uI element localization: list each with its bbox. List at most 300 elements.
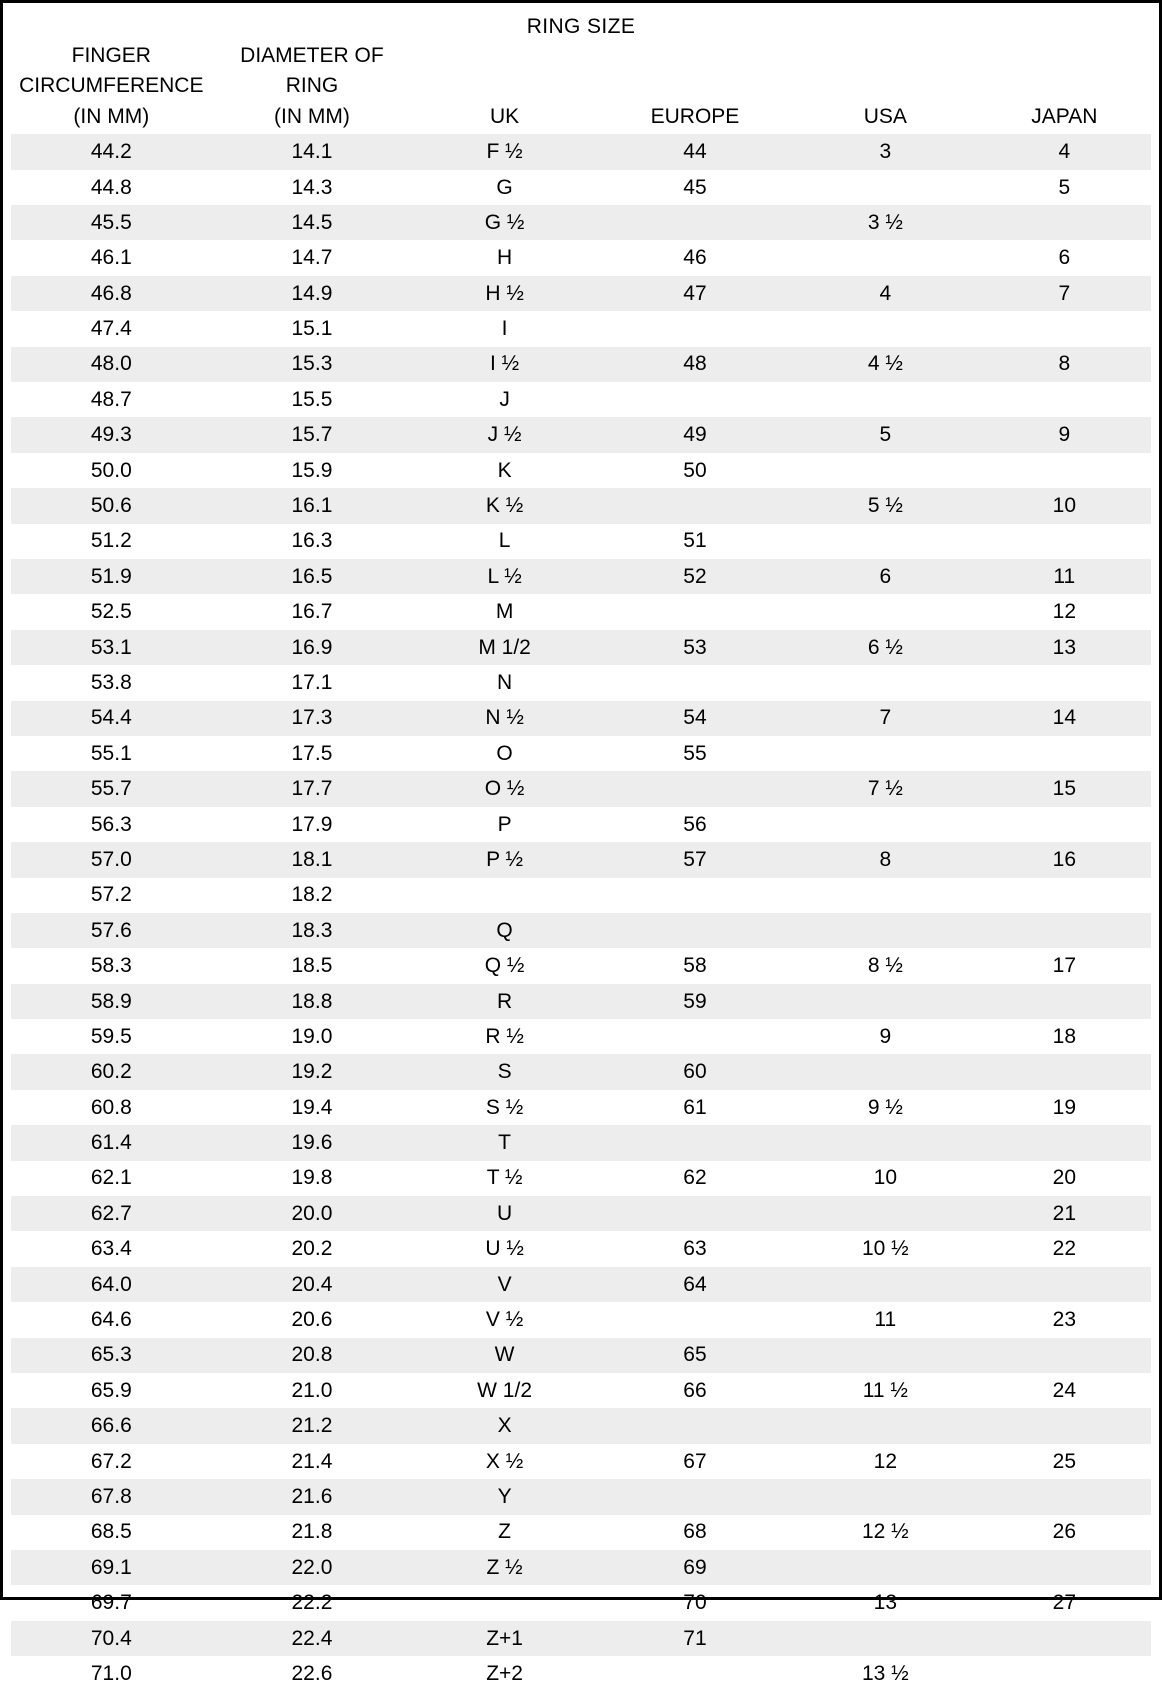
- cell-diameter-of-ring: 16.7: [291, 600, 333, 624]
- cell-diameter-of-ring: 14.1: [212, 134, 413, 169]
- cell-japan: [978, 453, 1151, 488]
- table-row: [11, 984, 1151, 1019]
- cell-usa: [793, 1479, 978, 1514]
- table-row: [11, 1267, 1151, 1302]
- cell-usa: 6 ½: [793, 630, 978, 665]
- cell-diameter-of-ring: 18.3: [212, 913, 413, 948]
- cell-uk: H: [497, 246, 513, 270]
- cell-diameter-of-ring: 19.8: [291, 1166, 333, 1190]
- table-row: [11, 382, 1151, 417]
- cell-uk: W 1/2: [477, 1378, 533, 1402]
- table-row: [11, 842, 1151, 877]
- cell-uk: O: [496, 741, 513, 765]
- cell-japan: [978, 807, 1151, 842]
- cell-japan: [978, 1338, 1151, 1373]
- cell-diameter-of-ring: 21.0: [291, 1378, 333, 1402]
- table-row: [11, 1338, 1151, 1373]
- cell-europe: [597, 488, 793, 523]
- cell-finger-circumference: 62.1: [90, 1166, 132, 1190]
- cell-diameter-of-ring: 18.2: [291, 883, 333, 907]
- cell-uk: R: [412, 984, 597, 1019]
- cell-diameter-of-ring: 20.2: [291, 1237, 333, 1261]
- cell-diameter-of-ring: 15.3: [212, 347, 413, 382]
- cell-japan: 6: [1058, 246, 1071, 270]
- cell-usa: 8: [793, 842, 978, 877]
- cell-europe: 47: [597, 276, 793, 311]
- cell-usa: [793, 453, 978, 488]
- cell-finger-circumference: 50.0: [90, 458, 132, 482]
- cell-diameter-of-ring: 14.3: [291, 175, 333, 199]
- cell-europe: 57: [597, 842, 793, 877]
- cell-uk: I: [501, 317, 508, 341]
- cell-usa: 11: [874, 1308, 897, 1332]
- cell-usa: 5: [793, 417, 978, 452]
- table-row: [11, 240, 1151, 275]
- cell-usa: 9 ½: [867, 1095, 903, 1119]
- cell-diameter-of-ring: 15.5: [291, 387, 333, 411]
- cell-diameter-of-ring: 14.9: [212, 276, 413, 311]
- table-row: [11, 276, 1151, 311]
- cell-japan: 20: [1052, 1166, 1077, 1190]
- cell-europe: 49: [597, 417, 793, 452]
- cell-usa: [793, 1125, 978, 1160]
- cell-japan: [978, 311, 1151, 346]
- table-row: [11, 771, 1151, 806]
- cell-europe: [597, 1196, 793, 1231]
- cell-europe: 44: [597, 134, 793, 169]
- cell-usa: 11 ½: [862, 1378, 908, 1402]
- cell-usa: [793, 1267, 978, 1302]
- cell-diameter-of-ring: 18.8: [212, 984, 413, 1019]
- table-row: [11, 1373, 1151, 1408]
- table-row: [11, 1054, 1151, 1089]
- cell-finger-circumference: 71.0: [90, 1661, 132, 1685]
- table-row: [11, 134, 1151, 169]
- cell-japan: 25: [1052, 1449, 1077, 1473]
- cell-finger-circumference: 65.3: [11, 1338, 212, 1373]
- cell-diameter-of-ring: 22.2: [291, 1591, 333, 1615]
- cell-usa: 5 ½: [793, 488, 978, 523]
- cell-usa: [793, 807, 978, 842]
- cell-diameter-of-ring: 17.1: [291, 671, 333, 694]
- cell-usa: [793, 1054, 978, 1089]
- cell-uk: R ½: [485, 1024, 524, 1048]
- table-row: [11, 594, 1151, 629]
- header-line: (IN MM): [73, 104, 150, 128]
- cell-finger-circumference: 59.5: [90, 1024, 132, 1048]
- cell-finger-circumference: 62.7: [11, 1196, 212, 1231]
- cell-japan: 11: [978, 559, 1151, 594]
- cell-uk: T ½: [486, 1166, 523, 1190]
- cell-japan: 24: [1052, 1378, 1077, 1402]
- table-row: [11, 701, 1151, 736]
- cell-uk: U ½: [485, 1237, 524, 1261]
- cell-japan: [978, 878, 1151, 913]
- table-row: [11, 1196, 1151, 1231]
- cell-uk: J ½: [412, 417, 597, 452]
- cell-japan: 9: [978, 417, 1151, 452]
- table-row: [11, 1231, 1151, 1266]
- cell-finger-circumference: 60.2: [11, 1054, 212, 1089]
- cell-finger-circumference: 52.5: [90, 600, 132, 624]
- table-row: [11, 488, 1151, 523]
- cell-finger-circumference: 53.8: [90, 671, 132, 694]
- cell-finger-circumference: 51.2: [90, 529, 132, 553]
- table-row: [11, 1656, 1151, 1691]
- cell-diameter-of-ring: 14.5: [212, 205, 413, 240]
- cell-uk: Z+2: [486, 1661, 523, 1685]
- cell-uk: N ½: [412, 701, 597, 736]
- table-row: [11, 1408, 1151, 1443]
- cell-finger-circumference: 46.1: [90, 246, 132, 270]
- cell-finger-circumference: 70.4: [11, 1621, 212, 1656]
- cell-uk: N: [497, 671, 513, 694]
- cell-usa: [793, 878, 978, 913]
- table-row: [11, 417, 1151, 452]
- table-row: [11, 630, 1151, 665]
- cell-japan: 27: [1052, 1591, 1077, 1615]
- cell-japan: 23: [1052, 1308, 1077, 1332]
- cell-finger-circumference: 55.7: [11, 771, 212, 806]
- cell-diameter-of-ring: 17.5: [291, 741, 333, 765]
- cell-japan: 13: [978, 630, 1151, 665]
- cell-europe: [597, 311, 793, 346]
- cell-japan: [978, 1621, 1151, 1656]
- table-header: [11, 41, 1151, 134]
- cell-diameter-of-ring: 15.7: [212, 417, 413, 452]
- cell-usa: 7: [793, 701, 978, 736]
- cell-uk: X ½: [485, 1449, 524, 1473]
- cell-europe: 50: [683, 458, 707, 482]
- cell-japan: 19: [1052, 1095, 1077, 1119]
- cell-uk: X: [412, 1408, 597, 1443]
- cell-japan: 5: [1058, 175, 1071, 199]
- cell-japan: [978, 665, 1151, 700]
- cell-japan: [978, 1054, 1151, 1089]
- table-row: [11, 1621, 1151, 1656]
- header-line: DIAMETER OF: [240, 44, 384, 67]
- cell-uk: Q ½: [484, 954, 525, 978]
- cell-finger-circumference: 61.4: [11, 1125, 212, 1160]
- cell-finger-circumference: 53.1: [11, 630, 212, 665]
- cell-japan: [978, 1125, 1151, 1160]
- table-body: [11, 134, 1151, 1691]
- cell-japan: [978, 984, 1151, 1019]
- cell-usa: [793, 913, 978, 948]
- cell-finger-circumference: 58.3: [90, 954, 132, 978]
- table-row: [11, 913, 1151, 948]
- cell-japan: [978, 1408, 1151, 1443]
- header-line: JAPAN: [1031, 104, 1098, 128]
- cell-diameter-of-ring: 20.4: [212, 1267, 413, 1302]
- cell-europe: 54: [597, 701, 793, 736]
- cell-uk: H ½: [412, 276, 597, 311]
- cell-uk: [412, 1585, 597, 1620]
- cell-europe: 58: [683, 954, 707, 978]
- table-row: [11, 736, 1151, 771]
- cell-europe: 48: [597, 347, 793, 382]
- cell-japan: 16: [978, 842, 1151, 877]
- cell-europe: 66: [683, 1378, 707, 1402]
- table-row: [11, 1550, 1151, 1585]
- cell-usa: 6: [793, 559, 978, 594]
- cell-europe: 52: [597, 559, 793, 594]
- cell-finger-circumference: 58.9: [11, 984, 212, 1019]
- cell-finger-circumference: 47.4: [90, 317, 132, 341]
- cell-diameter-of-ring: 16.5: [212, 559, 413, 594]
- cell-japan: 22: [1052, 1237, 1077, 1261]
- cell-europe: [597, 1479, 793, 1514]
- cell-europe: [597, 771, 793, 806]
- cell-finger-circumference: 49.3: [11, 417, 212, 452]
- table-row: [11, 1515, 1151, 1550]
- header-line: UK: [489, 104, 520, 128]
- cell-japan: 7: [978, 276, 1151, 311]
- cell-uk: Y: [412, 1479, 597, 1514]
- table-row: [11, 347, 1151, 382]
- cell-diameter-of-ring: 17.7: [212, 771, 413, 806]
- chart-title: RING SIZE: [526, 15, 636, 38]
- table-row: [11, 1090, 1151, 1125]
- cell-japan: 15: [978, 771, 1151, 806]
- cell-finger-circumference: 67.2: [90, 1449, 132, 1473]
- cell-uk: Z ½: [412, 1550, 597, 1585]
- table-row: [11, 1302, 1151, 1337]
- cell-usa: 9: [879, 1024, 892, 1048]
- cell-diameter-of-ring: 19.0: [291, 1024, 333, 1048]
- cell-europe: [597, 1408, 793, 1443]
- cell-japan: [978, 382, 1151, 417]
- cell-uk: V: [412, 1267, 597, 1302]
- cell-finger-circumference: 45.5: [11, 205, 212, 240]
- cell-uk: T: [412, 1125, 597, 1160]
- cell-finger-circumference: 55.1: [90, 741, 132, 765]
- header-line: (IN MM): [274, 104, 350, 128]
- cell-uk: V ½: [485, 1308, 524, 1332]
- header-line: RING: [285, 74, 339, 98]
- cell-diameter-of-ring: 19.4: [291, 1095, 333, 1119]
- cell-finger-circumference: 44.8: [90, 175, 132, 199]
- column-header-diameter-of-ring: [212, 41, 413, 134]
- cell-uk: G: [496, 175, 513, 199]
- cell-europe: 46: [683, 246, 707, 270]
- cell-usa: [793, 240, 978, 275]
- cell-diameter-of-ring: 15.1: [291, 317, 333, 341]
- cell-uk: Z: [498, 1520, 511, 1544]
- cell-finger-circumference: 69.7: [90, 1591, 132, 1615]
- cell-diameter-of-ring: 21.6: [212, 1479, 413, 1514]
- cell-finger-circumference: 57.2: [90, 883, 132, 907]
- cell-diameter-of-ring: 19.6: [212, 1125, 413, 1160]
- cell-finger-circumference: 63.4: [90, 1237, 132, 1261]
- cell-japan: [978, 913, 1151, 948]
- cell-finger-circumference: 48.7: [90, 387, 132, 411]
- cell-finger-circumference: 48.0: [11, 347, 212, 382]
- table-row: [11, 170, 1151, 205]
- cell-europe: 69: [597, 1550, 793, 1585]
- cell-europe: 62: [683, 1166, 707, 1190]
- table-row: [11, 948, 1151, 983]
- cell-europe: 71: [597, 1621, 793, 1656]
- table-row: [11, 559, 1151, 594]
- cell-usa: [793, 594, 978, 629]
- cell-usa: [793, 1408, 978, 1443]
- cell-uk: S ½: [485, 1095, 524, 1119]
- cell-europe: 59: [597, 984, 793, 1019]
- cell-finger-circumference: 57.6: [11, 913, 212, 948]
- cell-finger-circumference: 50.6: [11, 488, 212, 523]
- cell-uk: Q: [412, 913, 597, 948]
- cell-usa: 3: [793, 134, 978, 169]
- cell-uk: M: [495, 600, 514, 624]
- cell-finger-circumference: 57.0: [11, 842, 212, 877]
- cell-uk: [412, 878, 597, 913]
- cell-usa: 4 ½: [793, 347, 978, 382]
- cell-europe: 45: [683, 175, 707, 199]
- cell-usa: [793, 170, 978, 205]
- cell-finger-circumference: 54.4: [11, 701, 212, 736]
- cell-uk: I ½: [412, 347, 597, 382]
- ring-size-table: [11, 41, 1151, 1692]
- cell-europe: 51: [683, 529, 707, 553]
- cell-uk: K: [497, 458, 512, 482]
- cell-uk: M 1/2: [412, 630, 597, 665]
- cell-finger-circumference: 68.5: [90, 1520, 132, 1544]
- cell-usa: [793, 984, 978, 1019]
- column-header-japan: [978, 41, 1151, 134]
- cell-finger-circumference: 44.2: [11, 134, 212, 169]
- table-row: [11, 665, 1151, 700]
- cell-uk: P: [497, 812, 512, 836]
- cell-usa: [793, 382, 978, 417]
- cell-diameter-of-ring: 22.6: [291, 1661, 333, 1685]
- cell-japan: 21: [978, 1196, 1151, 1231]
- column-header-finger-circumference: [11, 41, 212, 134]
- cell-japan: 10: [978, 488, 1151, 523]
- table-row: [11, 311, 1151, 346]
- cell-finger-circumference: 46.8: [11, 276, 212, 311]
- cell-diameter-of-ring: 22.4: [212, 1621, 413, 1656]
- cell-finger-circumference: 64.0: [11, 1267, 212, 1302]
- cell-usa: [793, 1550, 978, 1585]
- cell-europe: 64: [597, 1267, 793, 1302]
- cell-uk: G ½: [412, 205, 597, 240]
- cell-europe: [597, 878, 793, 913]
- cell-diameter-of-ring: 18.5: [291, 954, 333, 978]
- cell-europe: 61: [683, 1095, 707, 1119]
- column-header-usa: [793, 41, 978, 134]
- cell-europe: 65: [597, 1338, 793, 1373]
- cell-europe: [597, 1302, 793, 1337]
- cell-japan: 17: [1052, 954, 1077, 978]
- column-header-uk: [412, 41, 597, 134]
- cell-diameter-of-ring: 21.2: [212, 1408, 413, 1443]
- cell-europe: [597, 382, 793, 417]
- cell-diameter-of-ring: 16.3: [291, 529, 333, 553]
- cell-usa: 10: [873, 1166, 898, 1190]
- cell-europe: [597, 913, 793, 948]
- table-row: [11, 1125, 1151, 1160]
- cell-uk: S: [412, 1054, 597, 1089]
- cell-japan: [978, 1550, 1151, 1585]
- cell-usa: 7 ½: [793, 771, 978, 806]
- cell-usa: [793, 1621, 978, 1656]
- cell-usa: [793, 665, 978, 700]
- column-header-europe: [597, 41, 793, 134]
- cell-europe: 56: [683, 812, 707, 836]
- cell-europe: 70: [683, 1591, 707, 1615]
- cell-japan: [978, 736, 1151, 771]
- cell-finger-circumference: 56.3: [90, 812, 132, 836]
- cell-diameter-of-ring: 15.9: [291, 458, 333, 482]
- cell-japan: 26: [1052, 1520, 1077, 1544]
- cell-europe: 53: [597, 630, 793, 665]
- cell-europe: 55: [683, 741, 707, 765]
- cell-finger-circumference: 60.8: [90, 1095, 132, 1119]
- cell-japan: 18: [1052, 1024, 1077, 1048]
- cell-diameter-of-ring: 20.6: [291, 1308, 333, 1332]
- cell-europe: 68: [683, 1520, 707, 1544]
- cell-finger-circumference: 67.8: [11, 1479, 212, 1514]
- cell-finger-circumference: 66.6: [11, 1408, 212, 1443]
- cell-uk: K ½: [412, 488, 597, 523]
- cell-uk: W: [412, 1338, 597, 1373]
- table-row: [11, 524, 1151, 559]
- cell-japan: [978, 205, 1151, 240]
- cell-japan: [978, 1267, 1151, 1302]
- cell-usa: [793, 311, 978, 346]
- cell-usa: [793, 524, 978, 559]
- cell-diameter-of-ring: 18.1: [212, 842, 413, 877]
- cell-uk: L: [498, 529, 511, 553]
- cell-finger-circumference: 65.9: [90, 1378, 132, 1402]
- cell-usa: [793, 1196, 978, 1231]
- cell-europe: 63: [683, 1237, 707, 1261]
- cell-uk: F ½: [412, 134, 597, 169]
- cell-usa: 8 ½: [867, 954, 903, 978]
- cell-diameter-of-ring: 22.0: [212, 1550, 413, 1585]
- cell-europe: [597, 205, 793, 240]
- cell-japan: 8: [978, 347, 1151, 382]
- cell-diameter-of-ring: 16.1: [212, 488, 413, 523]
- cell-europe: [597, 1656, 793, 1691]
- cell-japan: 14: [978, 701, 1151, 736]
- table-row: [11, 1444, 1151, 1479]
- cell-europe: [597, 665, 793, 700]
- cell-diameter-of-ring: 21.4: [291, 1449, 333, 1473]
- header-line: USA: [863, 104, 907, 128]
- table-row: [11, 878, 1151, 913]
- cell-diameter-of-ring: 19.2: [212, 1054, 413, 1089]
- cell-diameter-of-ring: 21.8: [291, 1520, 333, 1544]
- table-row: [11, 1585, 1151, 1620]
- cell-japan: 12: [1052, 600, 1077, 624]
- table-row: [11, 1161, 1151, 1196]
- cell-europe: [597, 1125, 793, 1160]
- header-line: EUROPE: [650, 104, 740, 128]
- cell-finger-circumference: 64.6: [90, 1308, 132, 1332]
- cell-japan: [978, 1479, 1151, 1514]
- cell-uk: P ½: [412, 842, 597, 877]
- cell-finger-circumference: 51.9: [11, 559, 212, 594]
- cell-diameter-of-ring: 14.7: [291, 246, 333, 270]
- cell-uk: U: [412, 1196, 597, 1231]
- cell-diameter-of-ring: 17.3: [212, 701, 413, 736]
- table-row: [11, 1019, 1151, 1054]
- cell-diameter-of-ring: 20.8: [212, 1338, 413, 1373]
- cell-usa: 3 ½: [793, 205, 978, 240]
- cell-europe: [597, 594, 793, 629]
